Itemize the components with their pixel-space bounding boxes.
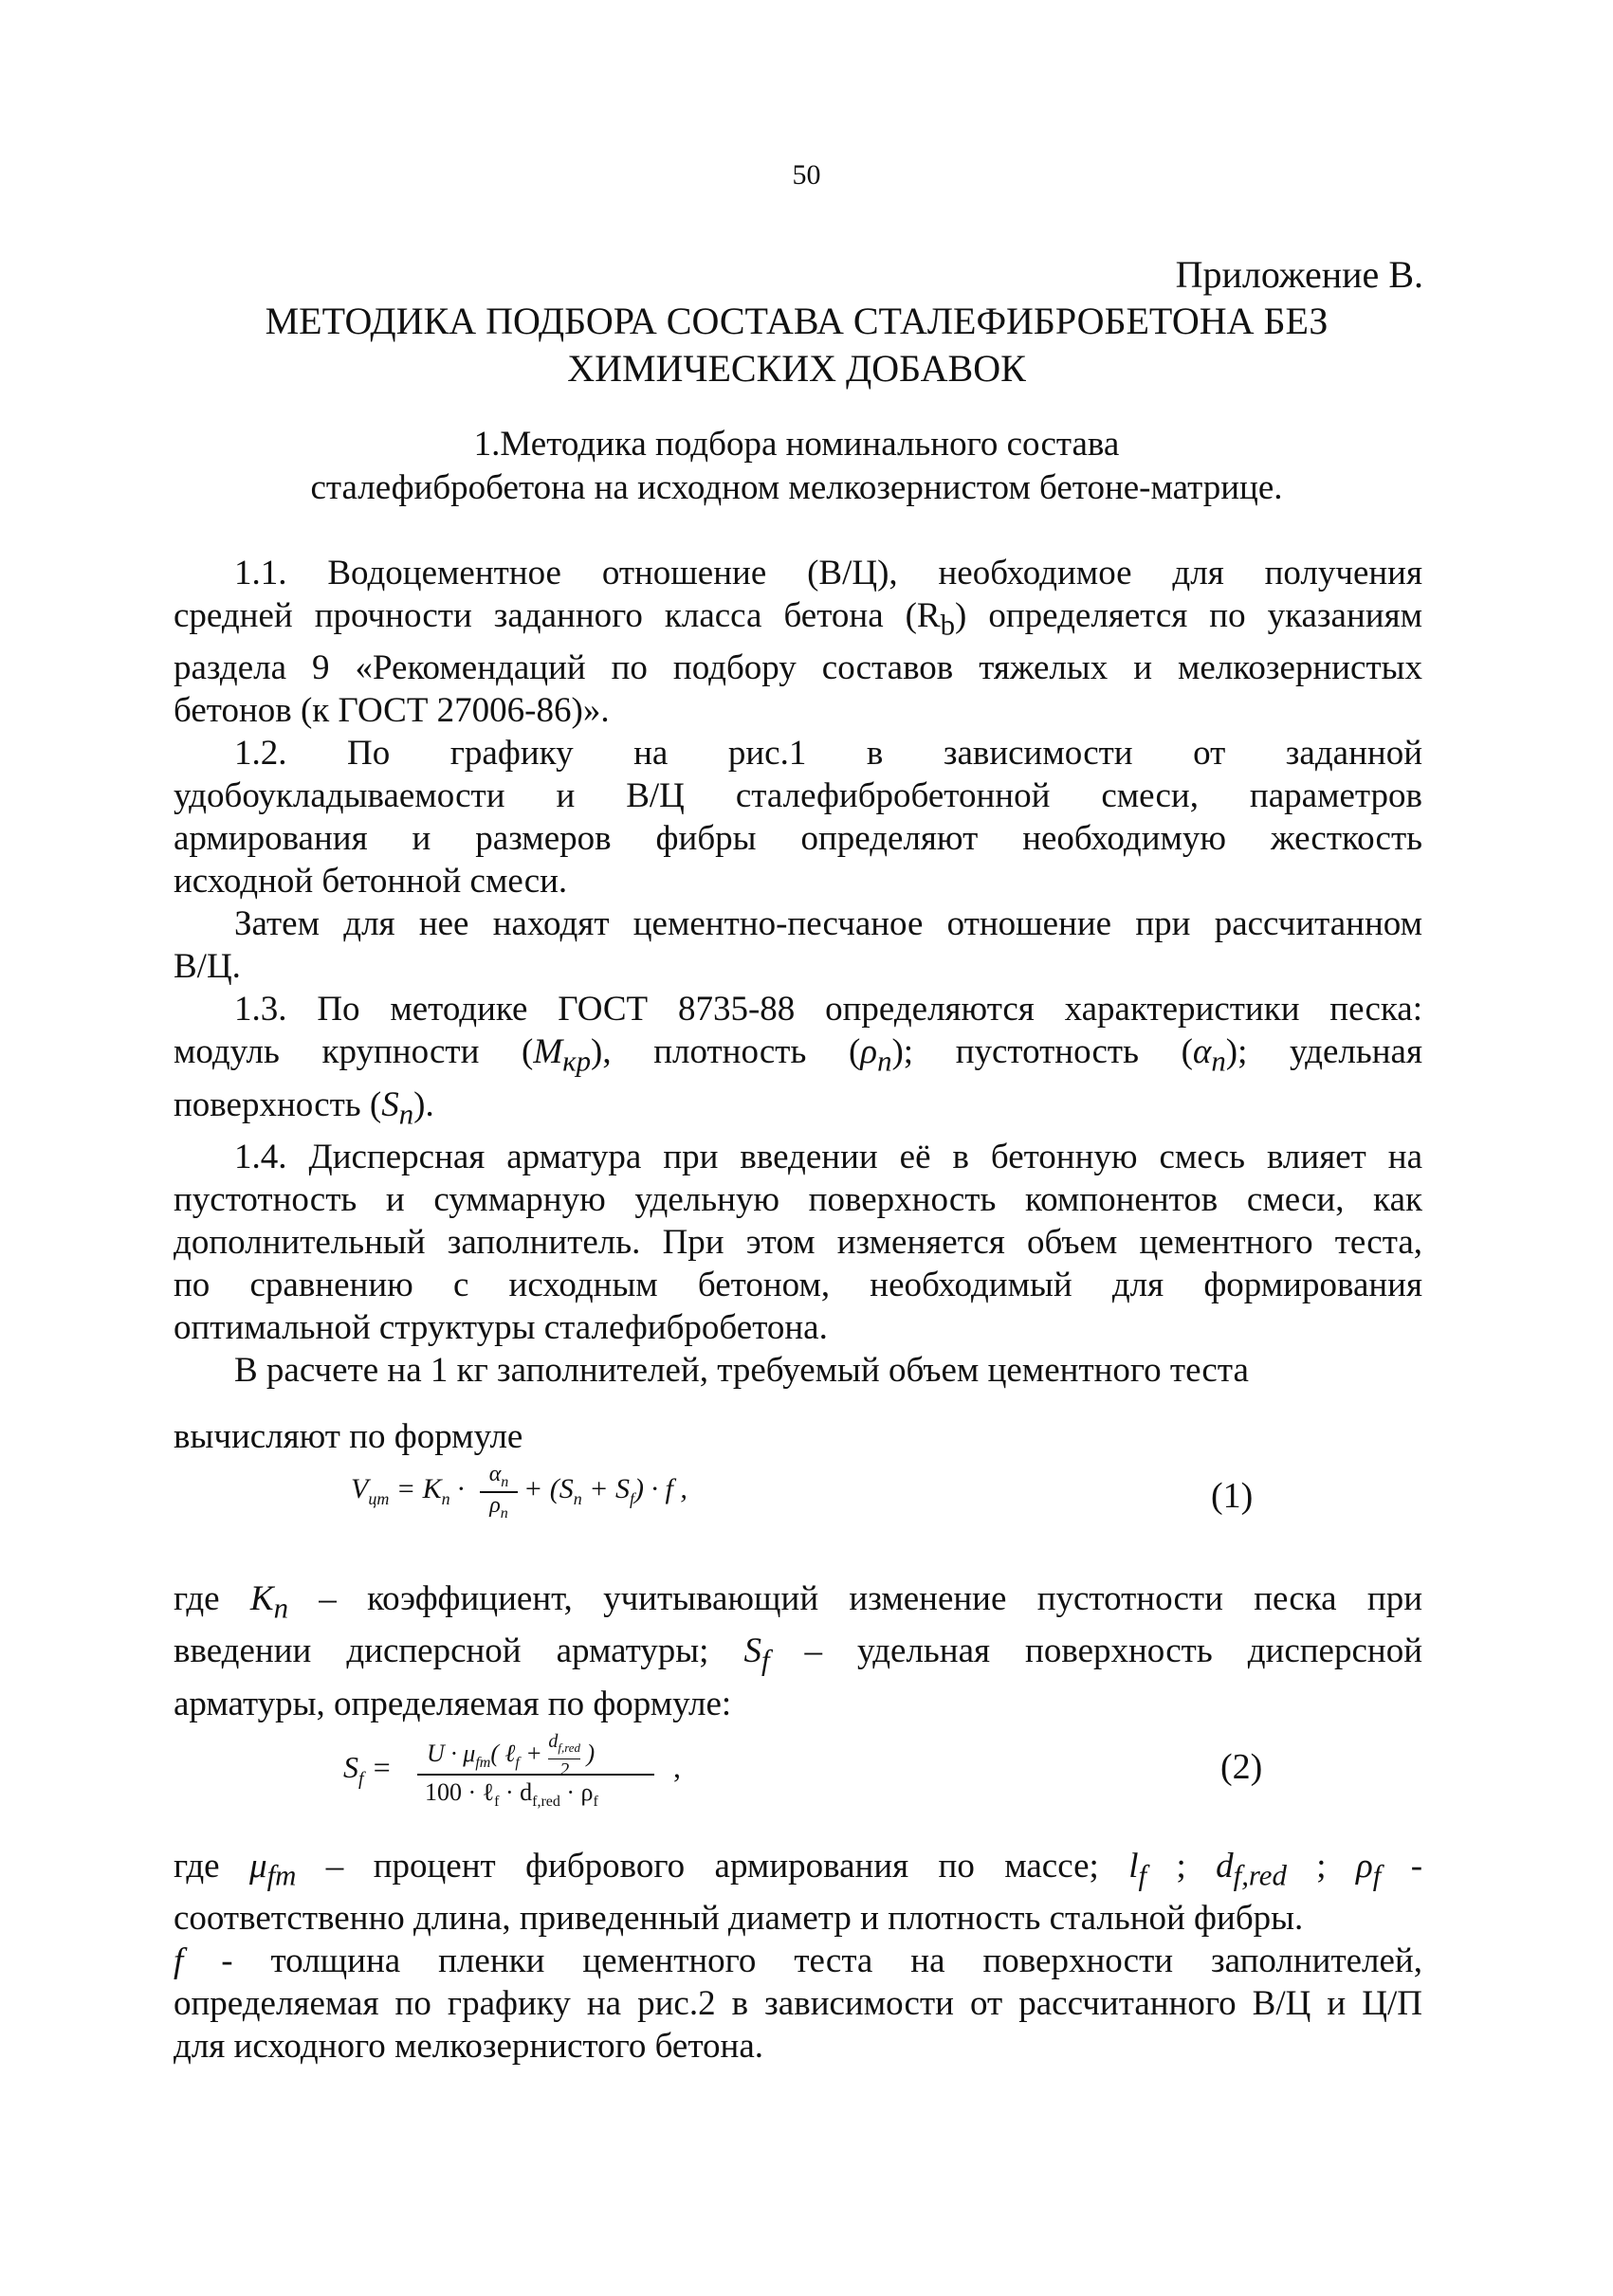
formula-2-numerator: $U \cdot \mu_{fm}$( ℓ$_f$ + $d_{f,red}$ 2 ) <box>427 1731 596 1780</box>
p5-line-3: дополнительный заполнитель. При этом изменяется объем цементного теста, <box>174 1223 1422 1263</box>
subtitle-line-1: 1.Методика подбора номинального состава <box>473 425 1120 464</box>
p1-line-2: средней прочности заданного класса бетона $(R_b)$ определяется по указаниям <box>174 596 1422 642</box>
where1-line-1: где $K_п$ – коэффициент, учитывающий изменение пустотности песка при <box>174 1579 1422 1625</box>
p4-line-3: поверхность $(S_п)$. <box>174 1084 434 1131</box>
formula-1 <box>351 1462 825 1534</box>
formula-1-rest: + $(S_п + S_f) \cdot f$ , <box>523 1473 687 1508</box>
p4-line-1: 1.3. По методике ГОСТ 8735-88 определяются характеристики песка: <box>234 990 1422 1030</box>
p1-line-4: бетонов (к ГОСТ 27006-86)». <box>174 691 610 731</box>
formula-2-lhs: $S_f$ = <box>343 1750 393 1790</box>
where-block-1 <box>174 1577 1422 1725</box>
p3-line-1: Затем для нее находят цементно-песчаное отношение при рассчитанном <box>234 904 1422 944</box>
where2-line-4: определяемая по графику на рис.2 в зависимости от рассчитанного В/Ц и Ц/П <box>174 1984 1422 2024</box>
p2-line-4: исходной бетонной смеси. <box>174 862 568 902</box>
formula-1-lhs: $V_{цт} = K_п$ · <box>351 1473 465 1508</box>
p2-line-2: удобоукладываемости и В/Ц сталефибробетонной смеси, параметров <box>174 776 1422 816</box>
p6-line-1: В расчете на 1 кг заполнителей, требуемый объем цементного теста <box>234 1351 1249 1391</box>
where2-line-5: для исходного мелкозернистого бетона. <box>174 2027 764 2067</box>
formula-lead-text: вычисляют по формуле <box>174 1417 523 1456</box>
p5-line-2: пустотность и суммарную удельную поверхность компонентов смеси, как <box>174 1180 1422 1220</box>
where-block-2 <box>174 1845 1422 2068</box>
where1-line-2: введении дисперсной арматуры; $S_f$ – удельная поверхность дисперсной <box>174 1631 1422 1677</box>
p2-line-3: армирования и размеров фибры определяют необходимую жесткость <box>174 819 1422 859</box>
p5-line-4: по сравнению с исходным бетоном, необходимый для формирования <box>174 1266 1422 1305</box>
p1-line-3: раздела 9 «Рекомендаций по подбору составов тяжелых и мелкозернистых <box>174 648 1422 688</box>
where2-line-3: f - толщина пленки цементного теста на поверхности заполнителей, <box>174 1941 1422 1981</box>
page-number: 50 <box>792 159 821 191</box>
body-text <box>174 552 1422 1392</box>
subtitle-line-2: сталефибробетона на исходном мелкозернистом бетоне-матрице. <box>310 468 1283 507</box>
formula-2-fraction-bar <box>417 1774 654 1776</box>
section-heading <box>171 423 1422 510</box>
where2-line-2: соответственно длина, приведенный диаметр и плотность стальной фибры. <box>174 1899 1304 1939</box>
formula-2 <box>332 1712 740 1816</box>
title-line-2: ХИМИЧЕСКИХ ДОБАВОК <box>567 347 1026 390</box>
formula-2-comma: , <box>673 1750 681 1784</box>
p1-line-1: 1.1. Водоцементное отношение (В/Ц), необходимое для получения <box>234 554 1422 592</box>
document-title <box>171 298 1422 392</box>
p5-line-1: 1.4. Дисперсная арматура при введении её в бетонную смесь влияет на <box>234 1138 1422 1177</box>
formula-2-denominator: 100 · ℓ$_f$ · $d_{f,red} \cdot \rho_f$ <box>425 1778 598 1811</box>
p3-line-2: В/Ц. <box>174 947 241 987</box>
where1-line-3: арматуры, определяемая по формуле: <box>174 1684 732 1723</box>
p4-line-2: модуль крупности $(M_{кр})$, плотность $(\rho_п)$; пустотность $(\alpha_п)$; удельная <box>174 1032 1422 1078</box>
title-line-1: МЕТОДИКА ПОДБОРА СОСТАВА СТАЛЕФИБРОБЕТОНА БЕЗ <box>265 300 1329 342</box>
appendix-label: Приложение В. <box>1175 253 1423 296</box>
p2-line-1: 1.2. По графику на рис.1 в зависимости от заданной <box>234 734 1422 774</box>
formula-1-fraction: $\alpha_п$ $\rho_п$ <box>480 1462 518 1522</box>
p5-line-5: оптимальной структуры сталефибробетона. <box>174 1308 828 1348</box>
equation-number-1: (1) <box>1211 1476 1254 1516</box>
equation-number-2: (2) <box>1220 1747 1263 1787</box>
where2-line-1: где $\mu_{fm}$ – процент фибрового армирования по массе; $l_f$ ; $d_{f,red}$ ; $\rho_f$ - <box>174 1847 1423 1892</box>
